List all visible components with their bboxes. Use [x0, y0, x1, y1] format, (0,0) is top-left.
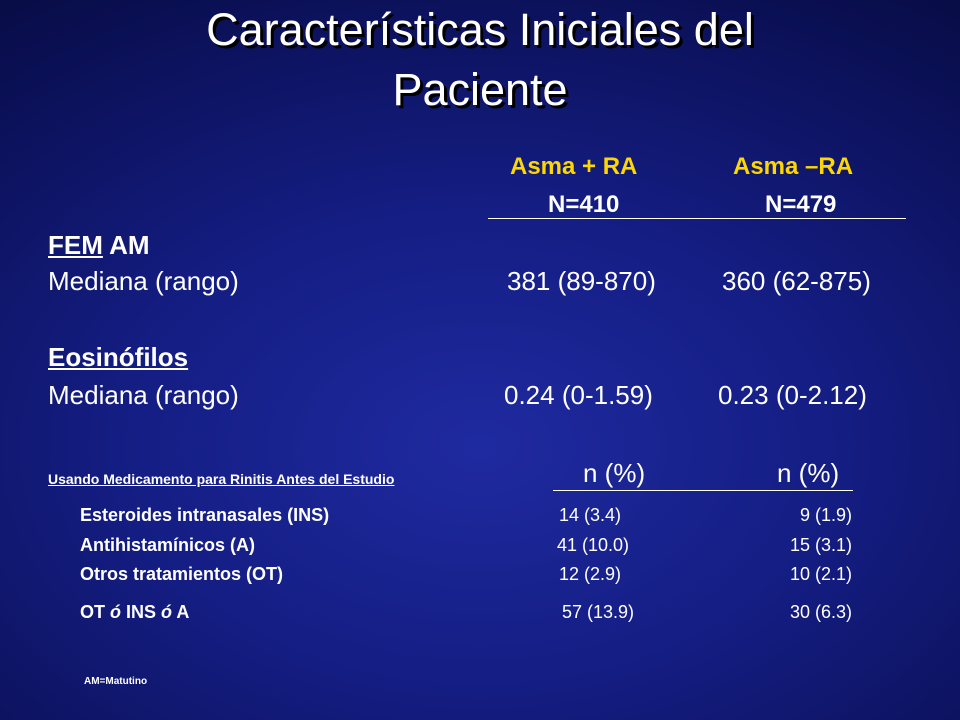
combined-label-or: ó	[110, 602, 121, 622]
medication-row-label: Esteroides intranasales (INS)	[80, 505, 330, 525]
group1-n: N=410	[548, 191, 620, 218]
medication-row-group1: 14 (3.4)	[559, 505, 622, 525]
medication-head-rule	[553, 490, 853, 491]
medication-row-group2: 15 (3.1)	[789, 535, 852, 555]
combined-label-or: ó	[161, 602, 173, 622]
fem-heading-rest: AM	[102, 230, 150, 260]
medication-heading: Usando Medicamento para Rinitis Antes del Estudio	[48, 471, 395, 487]
medication-col2-head: n (%)	[777, 458, 840, 488]
fem-row-label: Mediana (rango)	[48, 266, 239, 296]
eos-row-label: Mediana (rango)	[48, 380, 239, 410]
medication-row-group1: 41 (10.0)	[557, 535, 630, 555]
fem-heading	[48, 230, 150, 261]
group2-n: N=479	[765, 191, 837, 218]
medication-row-label: Antihistamínicos (A)	[80, 535, 256, 555]
fem-group1-value: 381 (89-870)	[507, 266, 656, 296]
medication-combined-label	[80, 602, 189, 623]
medication-combined-group2: 30 (6.3)	[789, 602, 852, 622]
medication-row-group2: 10 (2.1)	[789, 564, 852, 584]
medication-row-group1: 12 (2.9)	[559, 564, 622, 584]
eos-group1-value: 0.24 (0-1.59)	[504, 380, 653, 410]
medication-row-label: Otros tratamientos (OT)	[80, 564, 284, 584]
medication-col1-head: n (%)	[583, 458, 646, 488]
combined-label-part: OT	[80, 602, 110, 622]
fem-heading-abbrev: FEM	[48, 230, 103, 260]
group1-name: Asma + RA	[510, 153, 638, 180]
slide-title-line2: Paciente	[392, 64, 568, 115]
footnote: AM=Matutino	[84, 676, 148, 687]
combined-label-part: INS	[121, 602, 162, 622]
fem-group2-value: 360 (62-875)	[722, 266, 871, 296]
header-rule	[488, 218, 906, 219]
combined-label-part: A	[172, 602, 190, 622]
slide-title-line1: Características Iniciales del	[206, 4, 754, 55]
eos-heading: Eosinófilos	[48, 342, 189, 372]
group2-name: Asma –RA	[733, 153, 854, 180]
medication-row-group2: 9 (1.9)	[799, 505, 852, 525]
slide-title	[0, 0, 960, 120]
eos-group2-value: 0.23 (0-2.12)	[718, 380, 867, 410]
medication-combined-group1: 57 (13.9)	[562, 602, 635, 622]
